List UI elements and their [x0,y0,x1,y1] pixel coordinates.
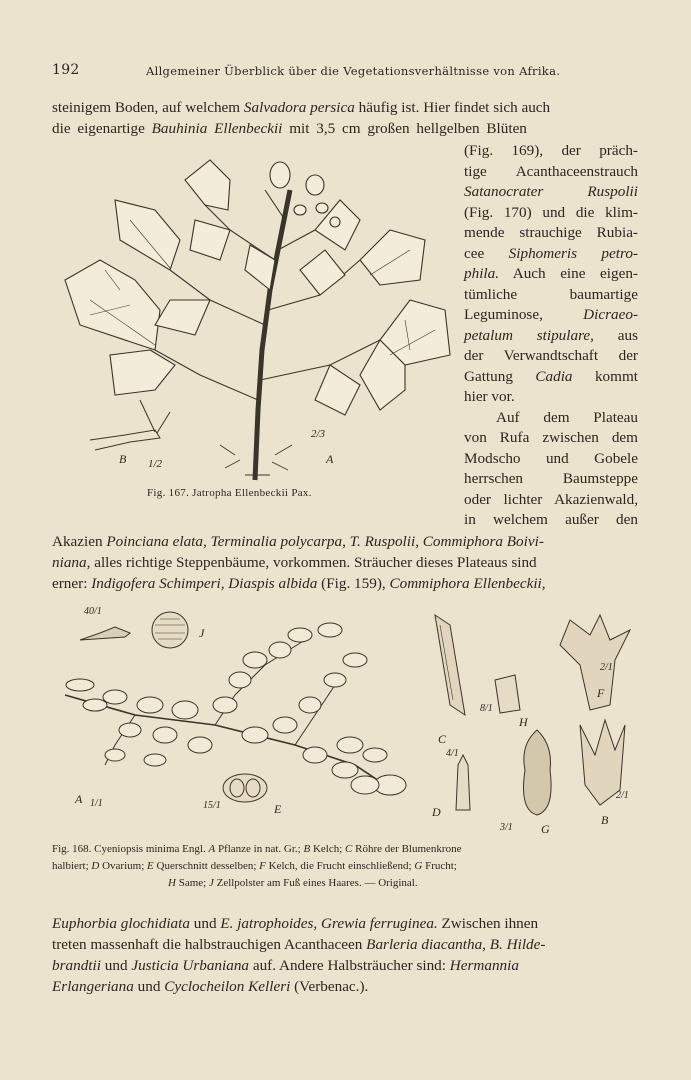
column-line: herrschen Baumsteppe [464,470,638,487]
fig168-label-d: D [432,805,441,819]
column-line: Modscho und Gobele [464,449,638,467]
column-line: in welchem außer den [464,511,638,528]
fig168-scale-j: 40/1 [84,606,102,617]
fig168-label-g: G [541,822,550,836]
page-number: 192 [52,62,80,78]
fig168-scale-a: 1/1 [90,798,103,809]
running-header [52,62,652,84]
fig168-scale-e: 15/1 [203,800,221,811]
column-line: tümliche baumartige [464,285,638,303]
text-column [464,141,638,531]
fig168-scale-b: 2/1 [616,790,629,801]
column-line: (Fig. 169), der präch- [464,142,638,159]
column-line: hier vor. [464,388,515,405]
text-line: Euphorbia glochidiata und E. jatrophoides, Grewia ferruginea. Zwischen ihnen [52,915,539,932]
fig168-scale-c: 4/1 [446,748,459,759]
column-line: phila. Auch eine eigen- [464,265,638,282]
fig168-label-h: H [519,715,528,729]
fig168-scale-f: 2/1 [600,662,613,673]
fig168-scale-g: 3/1 [500,822,513,833]
column-line: der Verwandtschaft der [464,347,638,364]
fig168-caption-line: halbiert; D Ovarium; E Querschnitt desselben; F Kelch, die Frucht einschließend; G Frucht; [52,860,457,872]
column-line: Auf dem Plateau [496,408,638,426]
text-line: steinigem Boden, auf welchem Salvadora persica häufig ist. Hier findet sich auch [52,99,551,116]
column-line: Leguminose, Dicraeo- [464,306,638,323]
fig167-scale-b: 1/2 [148,458,163,470]
figure-167-jatropha-illustration [60,150,455,485]
running-title: Allgemeiner Überblick über die Vegetationsverhältnisse von Afrika. [146,64,561,78]
column-line: tige Acanthaceenstrauch [464,162,638,180]
text-line: Erlangeriana und Cyclocheilon Kelleri (Verbenac.). [52,978,369,995]
fig168-caption-line: Fig. 168. Cyeniopsis minima Engl. A Pflanze in nat. Gr.; B Kelch; C Röhre der Blumenkrone [52,843,462,855]
fig168-label-j: J [199,626,205,640]
fig168-label-c: C [438,732,447,746]
text-line: brandtii und Justicia Urbaniana auf. Andere Halbsträucher sind: Hermannia [52,957,519,974]
column-line: Gattung Cadia kommt [464,367,638,385]
fig168-label-f: F [597,686,605,700]
text-line: erner: Indigofera Schimperi, Diaspis albida (Fig. 159), Commiphora Ellenbeckii, [52,575,546,592]
fig167-label-a: A [326,452,334,466]
column-line: mende strauchige Rubia- [464,224,638,241]
fig167-label-b: B [119,452,127,466]
fig168-label-b: B [601,813,609,827]
text-line: niana, alles richtige Steppenbäume, vorkommen. Sträucher dieses Plateaus sind [52,554,537,571]
column-line: von Rufa zwischen dem [464,429,638,446]
text-line: treten massenhaft die halbstrauchigen Acanthaceen Barleria diacantha, B. Hilde- [52,936,546,953]
column-line: Satanocrater Ruspolii [464,183,638,200]
fig168-scale-h: 8/1 [480,703,493,714]
fig168-label-a: A [75,792,83,806]
fig168-caption-line: H Same; J Zellpolster am Fuß eines Haares. — Original. [168,877,418,889]
column-line: (Fig. 170) und die klim- [464,203,638,221]
column-line: cee Siphomeris petro- [464,244,638,262]
fig167-scale-a: 2/3 [311,428,326,440]
figure-168-cyeniopsis-illustration [55,605,645,840]
text-line: Akazien Poinciana elata, Terminalia polycarpa, T. Ruspolii, Commiphora Boivi- [52,533,544,550]
column-line: oder lichter Akazienwald, [464,490,638,508]
fig168-label-e: E [274,802,282,816]
column-line: petalum stipulare, aus [464,326,638,344]
text-line: die eigenartige Bauhinia Ellenbeckii mit 3,5 cm großen hellgelben Blüten [52,120,527,137]
fig167-caption: Fig. 167. Jatropha Ellenbeckii Pax. [147,487,312,499]
